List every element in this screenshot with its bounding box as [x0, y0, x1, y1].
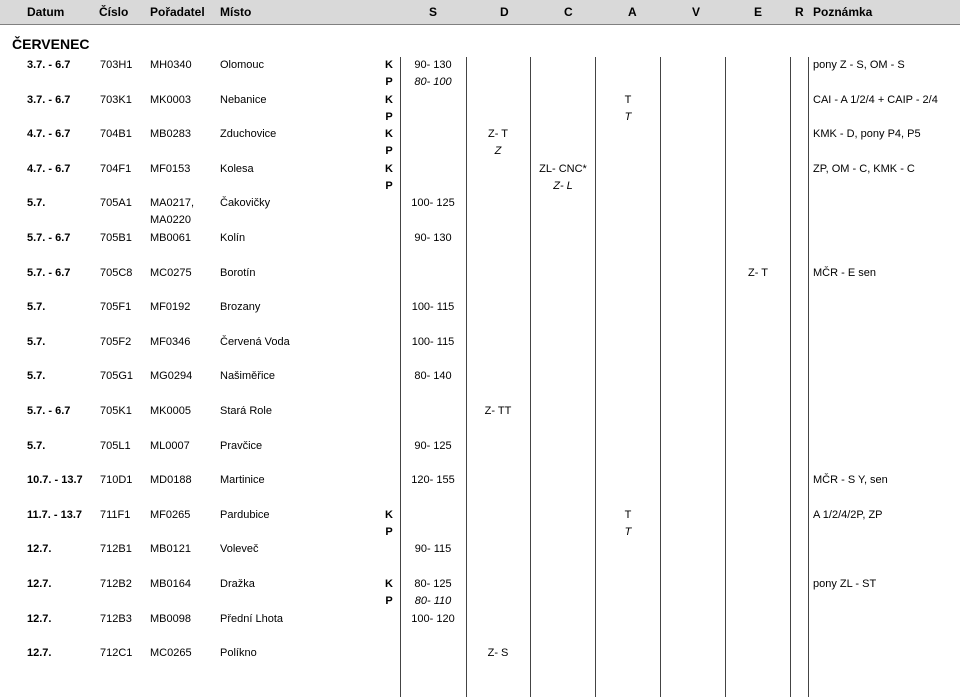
cell-typ: K	[385, 162, 393, 175]
cell-cislo: 704F1	[100, 162, 132, 175]
cell-misto: Našiměřice	[220, 370, 276, 383]
cell-s: 100- 120	[411, 612, 455, 625]
header-a: A	[628, 5, 637, 19]
table-row	[0, 474, 960, 509]
cell-d: Z	[494, 145, 502, 158]
table-row	[0, 301, 960, 336]
cell-datum: 5.7. - 6.7	[27, 405, 71, 417]
header-poradatel: Pořadatel	[150, 5, 205, 19]
cell-datum: 5.7.	[27, 335, 46, 348]
cell-misto: Dražka	[220, 578, 255, 590]
cell-cislo: 712C1	[100, 647, 133, 660]
cell-poradatel: MC0275	[150, 266, 192, 279]
cell-poradatel: MG0294	[150, 370, 193, 383]
cell-misto: Voleveč	[220, 543, 259, 556]
table-row	[0, 613, 960, 648]
cell-a: T	[624, 93, 632, 106]
cell-a: T	[624, 110, 632, 123]
table-row	[0, 128, 960, 163]
header-d: D	[500, 5, 509, 19]
cell-s: 90- 125	[414, 439, 452, 452]
cell-typ: K	[385, 508, 393, 521]
cell-poradatel: MF0192	[150, 301, 191, 314]
cell-poznamka: ZP, OM - C, KMK - C	[813, 162, 915, 175]
cell-poznamka: pony Z - S, OM - S	[813, 59, 905, 71]
cell-cislo: 705K1	[100, 405, 132, 417]
cell-misto: Přední Lhota	[220, 612, 283, 625]
cell-misto: Nebanice	[220, 93, 267, 106]
cell-misto: Martinice	[220, 474, 265, 487]
cell-cislo: 705F2	[100, 335, 132, 348]
cell-poradatel: MA0220	[150, 214, 191, 227]
table-row	[0, 197, 960, 232]
cell-misto: Pardubice	[220, 508, 270, 521]
table-row	[0, 267, 960, 302]
cell-poznamka: pony ZL - ST	[813, 578, 877, 590]
cell-typ: P	[385, 595, 393, 607]
cell-s: 100- 125	[411, 197, 455, 210]
cell-cislo: 704B1	[100, 128, 132, 141]
cell-datum: 11.7. - 13.7	[27, 508, 83, 521]
cell-cislo: 712B2	[100, 578, 132, 590]
cell-misto: Červená Voda	[220, 335, 290, 348]
cell-poradatel: MB0283	[150, 128, 191, 141]
cell-typ: K	[385, 93, 393, 106]
cell-typ: P	[385, 145, 393, 158]
cell-d: Z- S	[487, 647, 509, 660]
month-heading: ČERVENEC	[12, 36, 90, 52]
cell-poradatel: MF0346	[150, 335, 191, 348]
cell-poradatel: MD0188	[150, 474, 192, 487]
cell-s: 100- 115	[411, 335, 455, 348]
table-row	[0, 370, 960, 405]
cell-s: 80- 140	[414, 370, 452, 383]
cell-e: Z- T	[748, 266, 768, 279]
cell-datum: 5.7.	[27, 370, 46, 383]
cell-poradatel: MF0153	[150, 162, 191, 175]
table-row	[0, 647, 960, 682]
header-e: E	[754, 5, 763, 19]
cell-datum: 12.7.	[27, 543, 52, 556]
cell-s: 80- 110	[414, 595, 452, 607]
cell-typ: P	[385, 76, 393, 88]
cell-typ: P	[385, 179, 393, 192]
cell-misto: Políkno	[220, 647, 257, 660]
cell-poradatel: MH0340	[150, 59, 192, 71]
cell-misto: Zduchovice	[220, 128, 277, 141]
table-row	[0, 59, 960, 94]
cell-cislo: 705C8	[100, 266, 133, 279]
cell-s: 100- 115	[411, 301, 455, 314]
cell-datum: 10.7. - 13.7	[27, 474, 83, 487]
cell-s: 90- 130	[414, 59, 452, 71]
cell-cislo: 703H1	[100, 59, 133, 71]
cell-poradatel: MB0164	[150, 578, 191, 590]
cell-datum: 5.7. - 6.7	[27, 266, 71, 279]
cell-datum: 5.7. - 6.7	[27, 232, 71, 244]
cell-datum: 5.7.	[27, 301, 46, 314]
cell-misto: Čakovičky	[220, 197, 271, 210]
table-header	[0, 0, 960, 25]
cell-datum: 5.7.	[27, 197, 46, 210]
cell-poznamka: CAI - A 1/2/4 + CAIP - 2/4	[813, 93, 938, 106]
cell-poradatel: MF0265	[150, 508, 191, 521]
header-r: R	[795, 5, 804, 19]
table-row	[0, 543, 960, 578]
header-misto: Místo	[220, 5, 252, 19]
cell-datum: 5.7.	[27, 439, 46, 452]
cell-typ: P	[385, 525, 393, 538]
table-row	[0, 232, 960, 267]
cell-cislo: 711F1	[100, 508, 131, 521]
table-row	[0, 336, 960, 371]
table-row	[0, 578, 960, 613]
cell-datum: 12.7.	[27, 578, 52, 590]
cell-typ: K	[385, 578, 393, 590]
cell-datum: 12.7.	[27, 647, 52, 660]
cell-misto: Brozany	[220, 301, 261, 314]
cell-s: 90- 130	[414, 232, 452, 244]
cell-cislo: 712B1	[100, 543, 132, 556]
cell-a: T	[624, 508, 632, 521]
cell-misto: Pravčice	[220, 439, 263, 452]
cell-s: 90- 115	[414, 543, 452, 556]
cell-cislo: 705B1	[100, 232, 132, 244]
cell-datum: 3.7. - 6.7	[27, 93, 71, 106]
cell-poznamka: KMK - D, pony P4, P5	[813, 128, 921, 141]
cell-typ: P	[385, 110, 393, 123]
cell-typ: K	[385, 128, 393, 141]
cell-d: Z- TT	[484, 405, 512, 417]
cell-datum: 12.7.	[27, 612, 52, 625]
cell-d: Z- T	[488, 128, 508, 141]
table-row	[0, 163, 960, 198]
header-poznamka: Poznámka	[813, 5, 873, 19]
cell-datum: 3.7. - 6.7	[27, 59, 71, 71]
cell-poradatel: ML0007	[150, 439, 190, 452]
cell-poznamka: MČR - S Y, sen	[813, 474, 888, 487]
cell-poradatel: MB0061	[150, 232, 191, 244]
header-s: S	[429, 5, 438, 19]
cell-cislo: 705L1	[100, 439, 131, 452]
cell-c: Z- L	[553, 179, 573, 192]
cell-a: T	[624, 525, 632, 538]
cell-datum: 4.7. - 6.7	[27, 162, 71, 175]
cell-c: ZL- CNC*	[539, 162, 587, 175]
header-datum: Datum	[27, 5, 65, 19]
cell-misto: Borotín	[220, 266, 256, 279]
cell-s: 80- 125	[414, 578, 452, 590]
table-row	[0, 440, 960, 475]
table-row	[0, 509, 960, 544]
cell-poznamka: MČR - E sen	[813, 266, 876, 279]
cell-poznamka: A 1/2/4/2P, ZP	[813, 508, 883, 521]
cell-cislo: 712B3	[100, 612, 132, 625]
cell-cislo: 710D1	[100, 474, 133, 487]
cell-misto: Kolesa	[220, 162, 254, 175]
cell-typ: K	[385, 59, 393, 71]
cell-poradatel: MB0098	[150, 612, 191, 625]
cell-misto: Olomouc	[220, 59, 265, 71]
cell-poradatel: MA0217,	[150, 197, 195, 210]
cell-misto: Kolín	[220, 232, 246, 244]
cell-poradatel: MC0265	[150, 647, 192, 660]
cell-cislo: 705G1	[100, 370, 134, 383]
table-row	[0, 405, 960, 440]
table-row	[0, 94, 960, 129]
cell-cislo: 703K1	[100, 93, 132, 106]
cell-cislo: 705F1	[100, 301, 132, 314]
header-v: V	[692, 5, 701, 19]
cell-s: 120- 155	[411, 474, 455, 487]
cell-misto: Stará Role	[220, 405, 272, 417]
cell-datum: 4.7. - 6.7	[27, 128, 71, 141]
cell-poradatel: MK0005	[150, 405, 191, 417]
cell-cislo: 705A1	[100, 197, 132, 210]
cell-poradatel: MK0003	[150, 93, 191, 106]
cell-poradatel: MB0121	[150, 543, 191, 556]
header-cislo: Číslo	[99, 5, 129, 19]
header-c: C	[564, 5, 573, 19]
cell-s: 80- 100	[414, 76, 452, 88]
